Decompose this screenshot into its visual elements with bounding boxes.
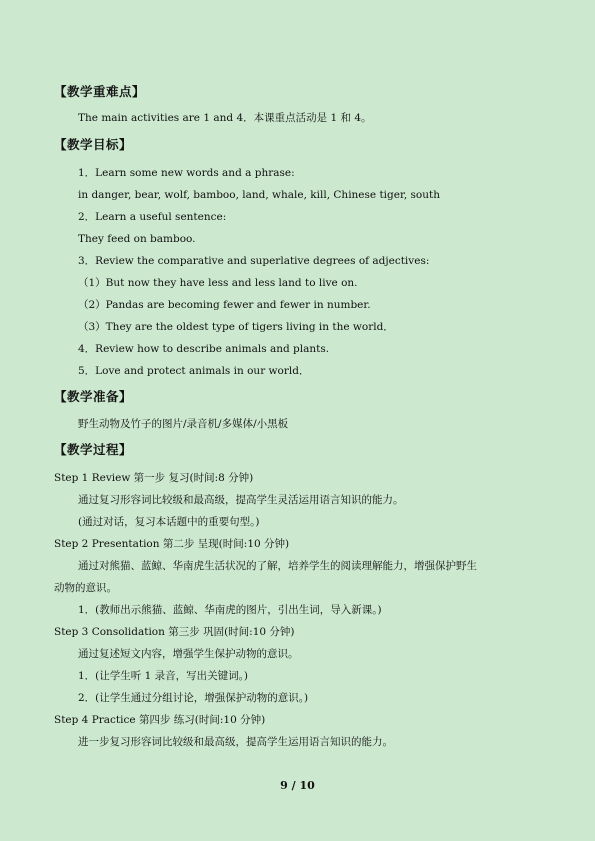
objective-1-words: in danger, bear, wolf, bamboo, land, whale, kill, Chinese tiger, south bbox=[78, 189, 440, 201]
objective-2-sentence: They feed on bamboo. bbox=[78, 233, 196, 245]
step2-paragraph-1b: 动物的意识。 bbox=[54, 582, 117, 594]
step3-title: Step 3 Consolidation 第三步 巩固(时间:10 分钟) bbox=[54, 626, 295, 638]
objective-2: 2．Learn a useful sentence: bbox=[78, 211, 227, 223]
step3-paragraph-1: 通过复述短文内容，增强学生保护动物的意识。 bbox=[78, 648, 299, 660]
objective-3b: （2）Pandas are becoming fewer and fewer in number. bbox=[78, 299, 371, 311]
preparation-text: 野生动物及竹子的图片/录音机/多媒体/小黑板 bbox=[78, 418, 289, 430]
objective-4: 4．Review how to describe animals and plants. bbox=[78, 343, 330, 355]
step3-paragraph-2: 1．(让学生听 1 录音，写出关键词。) bbox=[78, 670, 248, 682]
step4-title: Step 4 Practice 第四步 练习(时间:10 分钟) bbox=[54, 714, 266, 726]
page-number: 9 / 10 bbox=[280, 779, 315, 792]
step4-paragraph-1: 进一步复习形容词比较级和最高级，提高学生运用语言知识的能力。 bbox=[78, 736, 393, 748]
step1-title: Step 1 Review 第一步 复习(时间:8 分钟) bbox=[54, 472, 254, 484]
key-points-text: The main activities are 1 and 4．本课重点活动是 1 和 4。 bbox=[78, 112, 372, 124]
step1-paragraph-1: 通过复习形容词比较级和最高级，提高学生灵活运用语言知识的能力。 bbox=[78, 494, 404, 506]
step2-title: Step 2 Presentation 第二步 呈现(时间:10 分钟) bbox=[54, 538, 290, 550]
heading-objectives: 【教学目标】 bbox=[54, 137, 133, 152]
step2-paragraph-2: 1．(教师出示熊猫、蓝鲸、华南虎的图片，引出生词，导入新课。) bbox=[78, 604, 382, 616]
step3-paragraph-3: 2．(让学生通过分组讨论，增强保护动物的意识。) bbox=[78, 692, 309, 704]
objective-3a: （1）But now they have less and less land to live on. bbox=[78, 277, 358, 289]
objective-5: 5．Love and protect animals in our world． bbox=[78, 365, 310, 377]
heading-process: 【教学过程】 bbox=[54, 442, 133, 457]
heading-key-points: 【教学重难点】 bbox=[54, 84, 146, 99]
heading-preparation: 【教学准备】 bbox=[54, 389, 133, 404]
objective-3: 3．Review the comparative and superlative degrees of adjectives: bbox=[78, 255, 430, 267]
step1-paragraph-2: (通过对话，复习本话题中的重要句型。) bbox=[78, 516, 260, 528]
step2-paragraph-1a: 通过对熊猫、蓝鲸、华南虎生活状况的了解，培养学生的阅读理解能力，增强保护野生 bbox=[78, 560, 477, 572]
objective-1: 1．Learn some new words and a phrase: bbox=[78, 167, 295, 179]
objective-3c: （3）They are the oldest type of tigers living in the world． bbox=[78, 321, 394, 333]
